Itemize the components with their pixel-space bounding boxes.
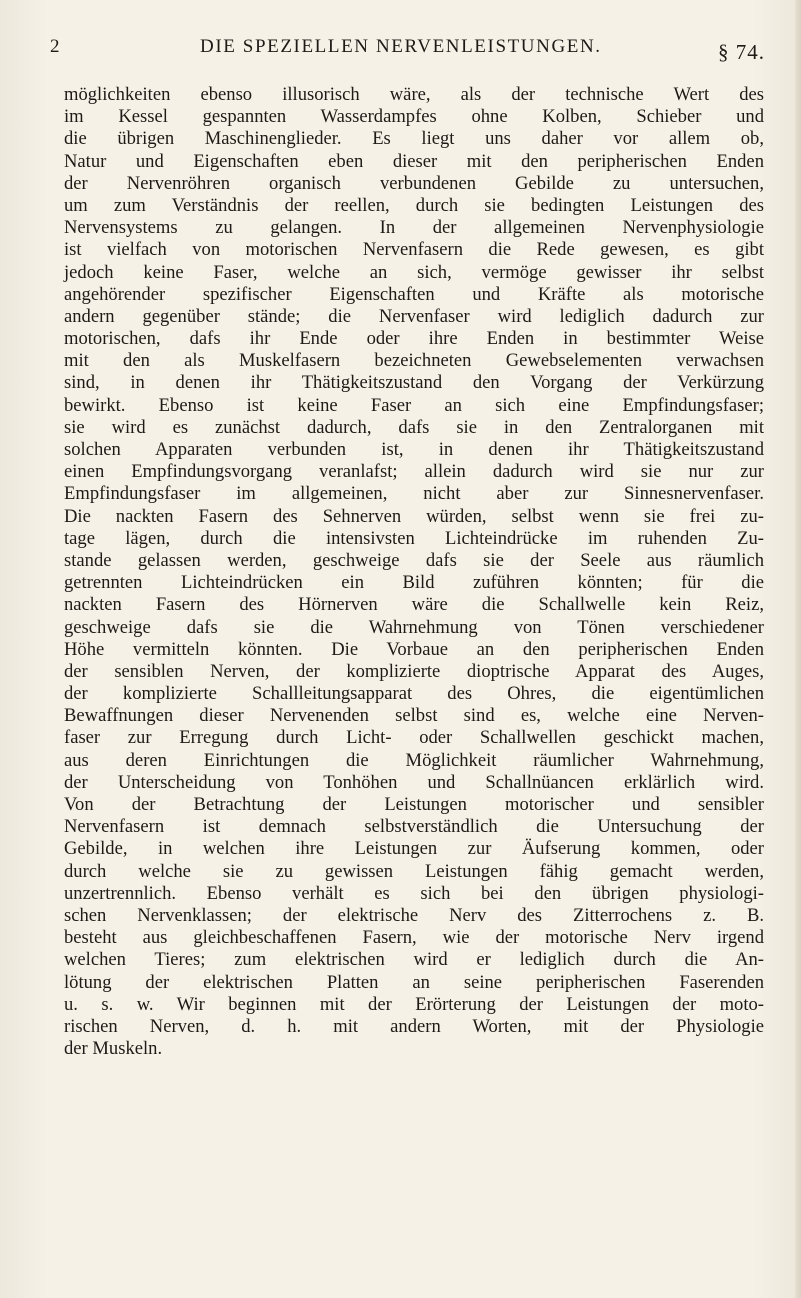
text-line: stande gelassen werden, geschweige dafs sie der Seele aus räumlich (64, 549, 764, 571)
text-line: tage lägen, durch die intensivsten Lichteindrücke im ruhenden Zu- (64, 527, 764, 549)
text-line: andern gegenüber stände; die Nervenfaser wird lediglich dadurch zur (64, 305, 764, 327)
text-line: die übrigen Maschinenglieder. Es liegt uns daher vor allem ob, (64, 128, 764, 150)
text-line: u. s. w. Wir beginnen mit der Erörterung der Leistungen der moto- (64, 993, 764, 1015)
text-line: schen Nervenklassen; der elektrische Nerv des Zitterrochens z. B. (64, 904, 764, 926)
page-edge (795, 0, 801, 1298)
text-line: der Unterscheidung von Tonhöhen und Schallnüancen erklärlich wird. (64, 771, 764, 793)
text-line: rischen Nerven, d. h. mit andern Worten, mit der Physiologie (64, 1015, 764, 1037)
text-line: um zum Verständnis der reellen, durch sie bedingten Leistungen des (64, 194, 764, 216)
text-line: im Kessel gespannten Wasserdampfes ohne Kolben, Schieber und (64, 106, 764, 128)
text-line: sie wird es zunächst dadurch, dafs sie in den Zentralorganen mit (64, 416, 764, 438)
text-line: Nervensystems zu gelangen. In der allgemeinen Nervenphysiologie (64, 217, 764, 239)
text-line: bewirkt. Ebenso ist keine Faser an sich eine Empfindungsfaser; (64, 394, 764, 416)
text-line: welchen Tieres; zum elektrischen wird er lediglich durch die An- (64, 949, 764, 971)
text-line: möglichkeiten ebenso illusorisch wäre, als der technische Wert des (64, 84, 764, 105)
page-number: 2 (50, 36, 61, 57)
text-line: faser zur Erregung durch Licht- oder Schallwellen geschickt machen, (64, 727, 764, 749)
body-paragraph (64, 84, 764, 1060)
running-header (50, 36, 765, 64)
text-line: Gebilde, in welchen ihre Leistungen zur Äufserung kommen, oder (64, 838, 764, 860)
text-line: lötung der elektrischen Platten an seine peripherischen Faserenden (64, 971, 764, 993)
text-line: Bewaffnungen dieser Nervenenden selbst sind es, welche eine Nerven- (64, 705, 764, 727)
text-line: sind, in denen ihr Thätigkeitszustand den Vorgang der Verkürzung (64, 372, 764, 394)
text-line: besteht aus gleichbeschaffenen Fasern, wie der motorische Nerv irgend (64, 927, 764, 949)
text-line: Höhe vermitteln könnten. Die Vorbaue an den peripherischen Enden (64, 638, 764, 660)
text-line: Natur und Eigenschaften eben dieser mit den peripherischen Enden (64, 150, 764, 172)
text-line: getrennten Lichteindrücken ein Bild zuführen könnten; für die (64, 572, 764, 594)
text-line: aus deren Einrichtungen die Möglichkeit räumlicher Wahrnehmung, (64, 749, 764, 771)
text-line: ist vielfach von motorischen Nervenfasern die Rede gewesen, es gibt (64, 239, 764, 261)
text-line: unzertrennlich. Ebenso verhält es sich bei den übrigen physiologi- (64, 882, 764, 904)
running-title: DIE SPEZIELLEN NERVENLEISTUNGEN. (200, 36, 602, 57)
text-line: durch welche sie zu gewissen Leistungen fähig gemacht werden, (64, 860, 764, 882)
text-line: einen Empfindungsvorgang veranlafst; allein dadurch wird sie nur zur (64, 461, 764, 483)
text-line: Die nackten Fasern des Sehnerven würden, selbst wenn sie frei zu- (64, 505, 764, 527)
text-line: mit den als Muskelfasern bezeichneten Gewebselementen verwachsen (64, 350, 764, 372)
text-line: der sensiblen Nerven, der komplizierte dioptrische Apparat des Auges, (64, 660, 764, 682)
text-line: Empfindungsfaser im allgemeinen, nicht aber zur Sinnesnervenfaser. (64, 483, 764, 505)
text-line: der komplizierte Schallleitungsapparat des Ohres, die eigentümlichen (64, 683, 764, 705)
text-line: Von der Betrachtung der Leistungen motorischer und sensibler (64, 794, 764, 815)
text-line: solchen Apparaten verbunden ist, in denen ihr Thätigkeitszustand (64, 439, 764, 460)
text-line: motorischen, dafs ihr Ende oder ihre Enden in bestimmter Weise (64, 328, 764, 350)
text-line: der Nervenröhren organisch verbundenen Gebilde zu untersuchen, (64, 172, 764, 194)
text-line: geschweige dafs sie die Wahrnehmung von Tönen verschiedener (64, 616, 764, 638)
text-line: jedoch keine Faser, welche an sich, vermöge gewisser ihr selbst (64, 261, 764, 283)
text-line: Nervenfasern ist demnach selbstverständlich die Untersuchung der (64, 816, 764, 838)
text-line: angehörender spezifischer Eigenschaften und Kräfte als motorische (64, 283, 764, 305)
section-number: § 74. (718, 40, 765, 64)
text-line: der Muskeln. (64, 1038, 163, 1060)
text-line: nackten Fasern des Hörnerven wäre die Schallwelle kein Reiz, (64, 594, 764, 616)
